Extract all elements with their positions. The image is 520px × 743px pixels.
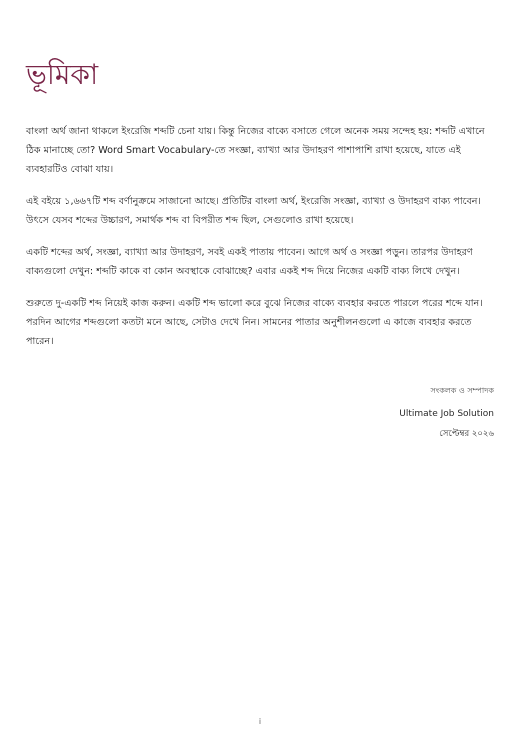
intro-paragraph-4: শুরুতে দু-একটি শব্দ নিয়েই কাজ করুন। একটি শব্দ ভালো করে বুঝে নিজের বাক্যে ব্যবহার করতে পারলে পরের শব্দে যান। পরদিন আগের শব্দগুলো কতটা মনে আছে, সেটাও দেখে নিন। সামনের পাতার অনুশীলনগুলো এ কাজে ব্যবহার করতে পারেন। [26,298,483,347]
signature-date: সেপ্টেম্বর ২০২৬ [439,429,494,439]
intro-paragraph-2: এই বইয়ে ১,৬৬৭টি শব্দ বর্ণানুক্রমে সাজানো আছে। প্রতিটির বাংলা অর্থ, ইংরেজি সংজ্ঞা, ব্যাখ্যা ও উদাহরণ বাক্য পাবেন। উৎসে যেসব শব্দের উচ্চারণ, সমার্থক শব্দ বা বিপরীত শব্দ ছিল, সেগুলোও রাখা হয়েছে। [26,196,481,226]
page-title: ভূমিকা [26,58,99,91]
intro-paragraph-1: বাংলা অর্থ জানা থাকলে ইংরেজি শব্দটি চেনা যায়। কিন্তু নিজের বাক্যে বসাতে গেলে অনেক সময় সন্দেহ হয়: শব্দটি এখানে ঠিক মানাচ্ছে তো? Word Smart Vocabulary-তে সংজ্ঞা, ব্যাখ্যা আর উদাহরণ পাশাপাশি রাখা হয়েছে, যাতে এই ব্যবহারটিও বোঝা যায়। [26,126,485,175]
signature-name: Ultimate Job Solution [399,409,494,419]
intro-paragraph-3: একটি শব্দের অর্থ, সংজ্ঞা, ব্যাখ্যা আর উদাহরণ, সবই একই পাতায় পাবেন। আগে অর্থ ও সংজ্ঞা পড়ুন। তারপর উদাহরণ বাক্যগুলো দেখুন: শব্দটি কাকে বা কোন অবস্থাকে বোঝাচ্ছে? এবার একই শব্দ দিয়ে নিজের একটি বাক্য লিখে দেখুন। [26,247,473,277]
page-number: i [258,717,262,726]
signature-role: সংকলক ও সম্পাদক [430,386,494,395]
